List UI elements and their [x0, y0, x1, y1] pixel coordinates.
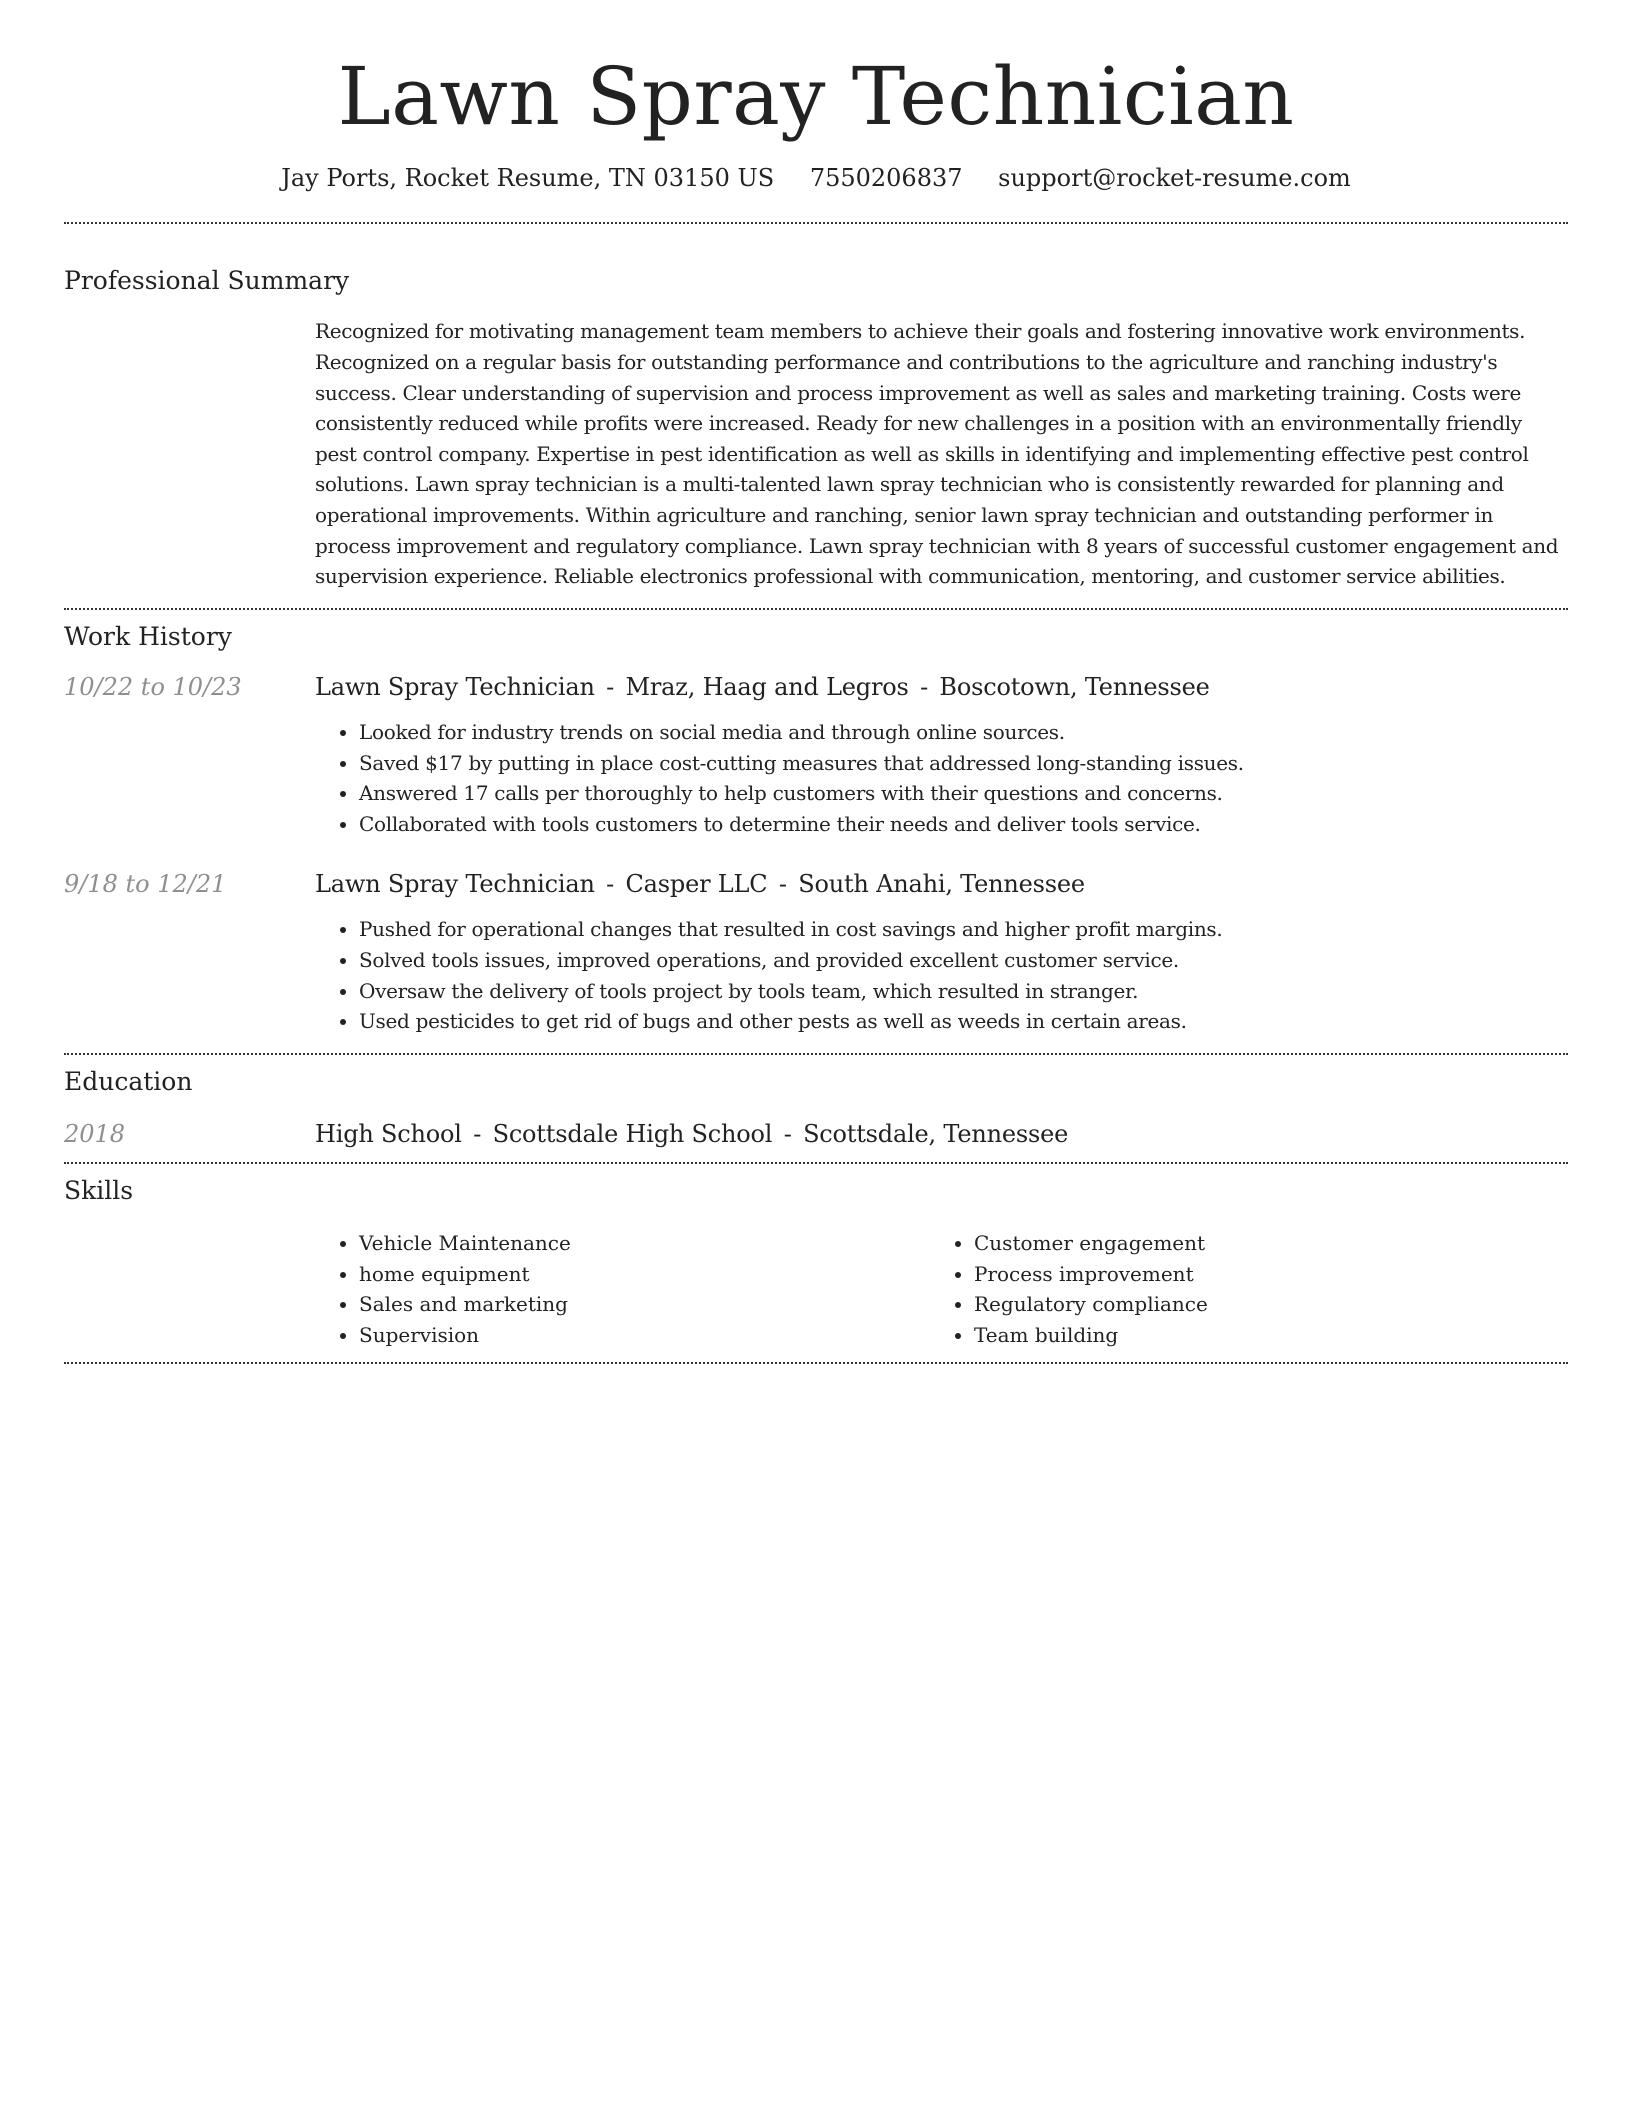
summary-title: Professional Summary: [64, 266, 350, 296]
skill-item: • Regulatory compliance: [974, 1289, 1545, 1320]
section-divider: [64, 608, 1568, 610]
separator: -: [778, 870, 787, 899]
job-role: Lawn Spray Technician: [315, 672, 595, 701]
list-item: • Solved tools issues, improved operations, and provided excellent customer service.: [359, 945, 1568, 976]
separator: -: [920, 672, 928, 701]
contact-phone: 7550206837: [809, 163, 963, 192]
skills-column-left: [315, 1228, 930, 1350]
contact-email: support@rocket-resume.com: [998, 163, 1351, 192]
separator: -: [606, 870, 615, 899]
job-role: Lawn Spray Technician: [315, 870, 595, 899]
education-title: Education: [64, 1066, 193, 1096]
list-item: • Looked for industry trends on social media and through online sources.: [359, 717, 1568, 748]
job-location: South Anahi, Tennessee: [798, 870, 1085, 899]
job-bullets: [315, 914, 1568, 1036]
skill-item: • Supervision: [359, 1320, 930, 1351]
job-company: Casper LLC: [625, 870, 768, 899]
work-history-title: Work History: [64, 621, 232, 651]
job-details: [315, 869, 1568, 1037]
education-degree: High School: [315, 1119, 462, 1148]
skill-item: • Sales and marketing: [359, 1289, 930, 1320]
education-school: Scottsdale High School: [492, 1119, 773, 1148]
skills-title: Skills: [64, 1176, 134, 1206]
education-location: Scottsdale, Tennessee: [803, 1119, 1069, 1148]
skills-column-right: [930, 1228, 1545, 1350]
job-location: Boscotown, Tennessee: [939, 672, 1210, 701]
summary-text: Recognized for motivating management team members to achieve their goals and fostering innovative work environments. Recognized on a regular basis for outstanding performance and contributions to the agriculture and ranching industry's success. Clear understanding of supervision and process improvement as well as sales and marketing training. Costs were consistently reduced while profits were increased. Ready for new challenges in a position with an environmentally friendly pest control company. Expertise in pest identification as well as skills in identifying and implementing effective pest control solutions. Lawn spray technician is a multi-talented lawn spray technician who is consistently rewarded for planning and operational improvements. Within agriculture and ranching, senior lawn spray technician and outstanding performer in process improvement and regulatory compliance. Lawn spray technician with 8 years of successful customer engagement and supervision experience. Reliable electronics professional with communication, mentoring, and customer service abilities.: [315, 319, 1559, 589]
list-item: • Answered 17 calls per thoroughly to help customers with their questions and concerns.: [359, 778, 1568, 809]
list-item: • Oversaw the delivery of tools project by tools team, which resulted in stranger.: [359, 976, 1568, 1007]
job-details: [315, 672, 1568, 840]
list-item: • Pushed for operational changes that resulted in cost savings and higher profit margins.: [359, 914, 1568, 945]
skill-item: • Vehicle Maintenance: [359, 1228, 930, 1259]
job-entry: [64, 672, 1568, 840]
education-entry: [64, 1119, 1568, 1150]
education-heading: [315, 1119, 1568, 1150]
job-dates: 10/22 to 10/23: [64, 672, 242, 701]
job-bullets: [315, 717, 1568, 839]
separator: -: [473, 1119, 482, 1148]
job-company: Mraz, Haag and Legros: [625, 672, 909, 701]
list-item: • Saved $17 by putting in place cost-cutting measures that addressed long-standing issues.: [359, 748, 1568, 779]
section-divider: [64, 1053, 1568, 1055]
separator: -: [606, 672, 615, 701]
contact-address: Jay Ports, Rocket Resume, TN 03150 US: [281, 163, 775, 192]
education-year: 2018: [64, 1119, 126, 1148]
skill-item: • Team building: [974, 1320, 1545, 1351]
contact-line: [64, 164, 1568, 193]
list-item: • Collaborated with tools customers to determine their needs and deliver tools service.: [359, 809, 1568, 840]
job-dates: 9/18 to 12/21: [64, 870, 227, 899]
job-entry: [64, 869, 1568, 1037]
skills-grid: [315, 1228, 1568, 1350]
section-divider: [64, 1162, 1568, 1164]
section-divider: [64, 222, 1568, 224]
separator: -: [783, 1119, 792, 1148]
job-heading: [315, 869, 1568, 900]
job-heading: [315, 672, 1568, 703]
education-details: [315, 1119, 1568, 1150]
skill-item: • home equipment: [359, 1259, 930, 1290]
section-divider: [64, 1362, 1568, 1364]
candidate-name: Lawn Spray Technician: [337, 50, 1295, 143]
skill-item: • Process improvement: [974, 1259, 1545, 1290]
skill-item: • Customer engagement: [974, 1228, 1545, 1259]
list-item: • Used pesticides to get rid of bugs and other pests as well as weeds in certain areas.: [359, 1006, 1568, 1037]
